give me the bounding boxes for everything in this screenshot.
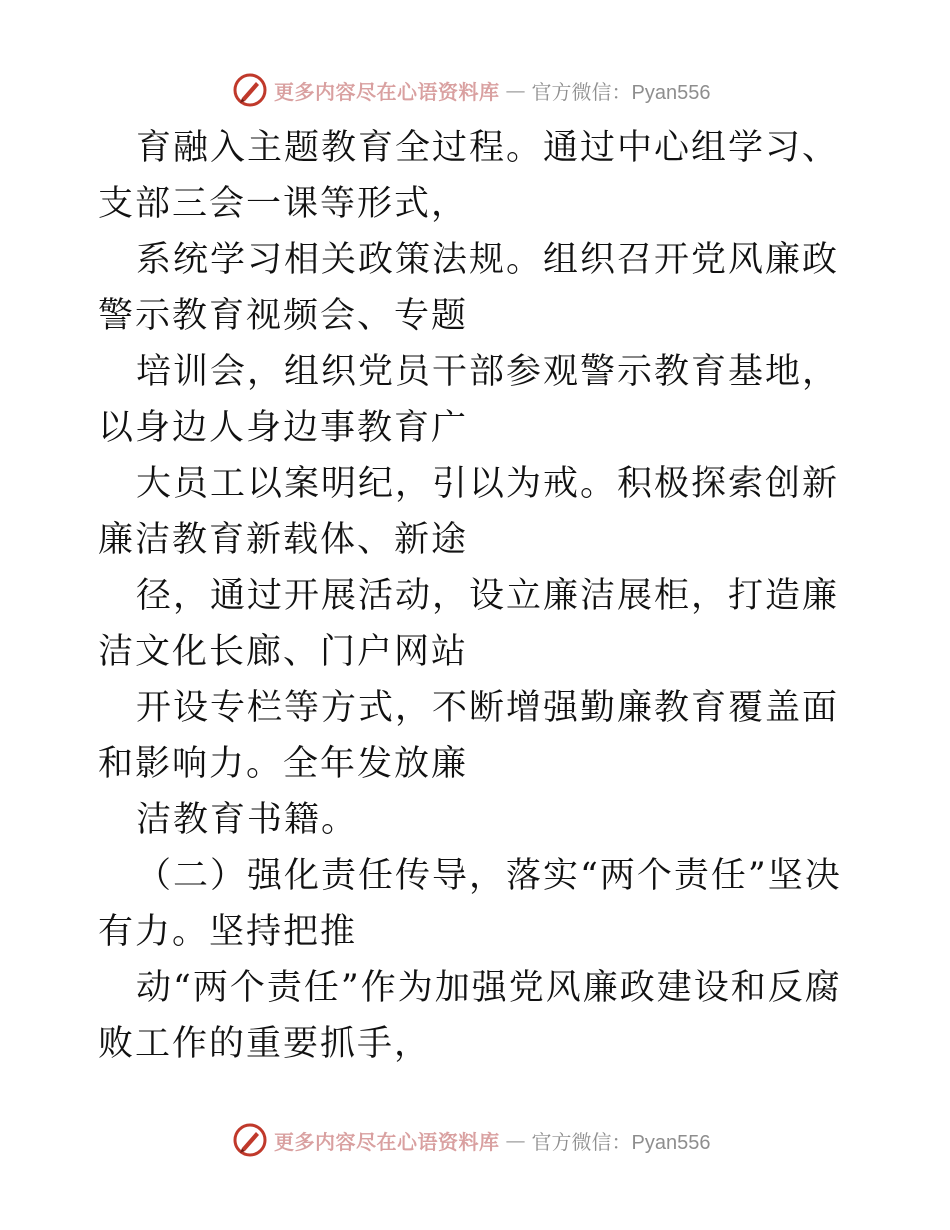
pen-logo-icon [232, 72, 268, 108]
paragraph: 培训会，组织党员干部参观警示教育基地，以身边人身边事教育广 [98, 352, 840, 448]
watermark-contact: 官方微信：Pyan556 [531, 81, 711, 104]
footer-watermark [232, 1120, 710, 1160]
paragraph: 系统学习相关政策法规。组织召开党风廉政警示教育视频会、专题 [98, 240, 840, 336]
watermark-contact: 官方微信：Pyan556 [531, 1131, 711, 1154]
header-watermark [232, 70, 710, 110]
pen-logo-icon [232, 1122, 268, 1158]
paragraph: 径，通过开展活动，设立廉洁展柜，打造廉洁文化长廊、门户网站 [98, 576, 840, 672]
paragraph: 育融入主题教育全过程。通过中心组学习、支部三会一课等形式， [98, 128, 840, 224]
watermark-separator: — [505, 78, 526, 102]
paragraph: 大员工以案明纪，引以为戒。积极探索创新廉洁教育新载体、新途 [98, 464, 840, 560]
watermark-brand: 更多内容尽在心语资料库 [274, 1129, 500, 1154]
paragraph: 动“两个责任”作为加强党风廉政建设和反腐败工作的重要抓手， [98, 968, 842, 1064]
watermark-separator: — [505, 1128, 526, 1152]
paragraph: （二）强化责任传导，落实“两个责任”坚决有力。坚持把推 [98, 856, 842, 952]
paragraph: 开设专栏等方式，不断增强勤廉教育覆盖面和影响力。全年发放廉 [98, 688, 840, 784]
watermark-brand: 更多内容尽在心语资料库 [274, 79, 500, 104]
document-body [98, 120, 858, 1072]
paragraph: 洁教育书籍。 [136, 800, 359, 840]
